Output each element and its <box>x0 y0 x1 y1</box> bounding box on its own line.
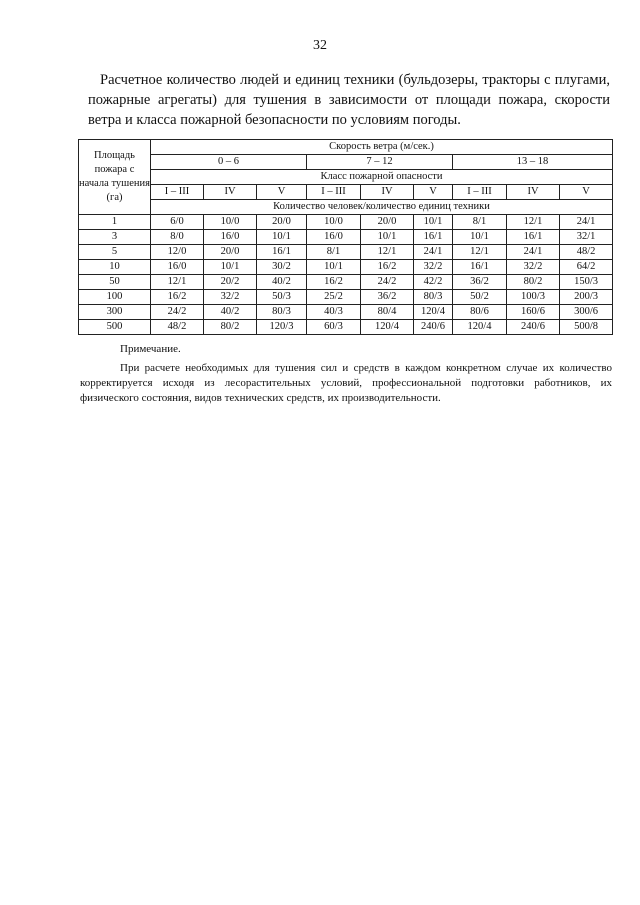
table-row <box>79 230 613 245</box>
value-cell: 300/6 <box>560 305 613 320</box>
value-cell: 150/3 <box>560 275 613 290</box>
wind-header: Скорость ветра (м/сек.) <box>151 140 613 155</box>
value-cell: 12/1 <box>453 245 507 260</box>
value-cell: 20/0 <box>361 215 414 230</box>
value-cell: 40/2 <box>204 305 257 320</box>
class-row <box>79 185 613 200</box>
class-cell: IV <box>361 185 414 200</box>
title-text: Расчетное количество людей и единиц техники (бульдозеры, тракторы с плугами, пожарные агрегаты) для тушения в зависимости от площади пожара, скорости ветра и класса пожарной безопасности по условиям погоды. <box>88 72 610 128</box>
value-cell: 20/0 <box>204 245 257 260</box>
class-cell: I – III <box>307 185 361 200</box>
value-cell: 10/1 <box>361 230 414 245</box>
area-cell: 50 <box>79 275 151 290</box>
class-cell: V <box>414 185 453 200</box>
value-cell: 80/6 <box>453 305 507 320</box>
page-number: 32 <box>313 38 327 53</box>
class-cell: I – III <box>151 185 204 200</box>
value-cell: 12/1 <box>507 215 560 230</box>
value-cell: 32/1 <box>560 230 613 245</box>
table-row <box>79 275 613 290</box>
value-cell: 500/8 <box>560 320 613 335</box>
area-cell: 500 <box>79 320 151 335</box>
value-cell: 24/2 <box>361 275 414 290</box>
value-cell: 32/2 <box>414 260 453 275</box>
value-cell: 64/2 <box>560 260 613 275</box>
wind-group-1: 0 – 6 <box>151 155 307 170</box>
value-cell: 12/0 <box>151 245 204 260</box>
table-row <box>79 320 613 335</box>
area-cell: 10 <box>79 260 151 275</box>
table-body <box>79 215 613 335</box>
value-cell: 80/3 <box>257 305 307 320</box>
value-cell: 50/2 <box>453 290 507 305</box>
table-row <box>79 215 613 230</box>
value-cell: 120/4 <box>361 320 414 335</box>
class-cell: V <box>257 185 307 200</box>
area-header: Площадь пожара с начала тушения (га) <box>79 140 151 215</box>
value-cell: 160/6 <box>507 305 560 320</box>
value-cell: 16/2 <box>151 290 204 305</box>
value-cell: 10/0 <box>204 215 257 230</box>
value-cell: 200/3 <box>560 290 613 305</box>
value-cell: 10/1 <box>453 230 507 245</box>
class-header: Класс пожарной опасности <box>151 170 613 185</box>
value-cell: 80/4 <box>361 305 414 320</box>
value-cell: 8/1 <box>307 245 361 260</box>
wind-group-2: 7 – 12 <box>307 155 453 170</box>
value-cell: 8/0 <box>151 230 204 245</box>
value-cell: 10/1 <box>257 230 307 245</box>
document-title <box>88 70 610 130</box>
class-cell: IV <box>204 185 257 200</box>
value-cell: 16/0 <box>151 260 204 275</box>
table-row <box>79 245 613 260</box>
value-cell: 30/2 <box>257 260 307 275</box>
area-cell: 5 <box>79 245 151 260</box>
value-cell: 25/2 <box>307 290 361 305</box>
value-cell: 60/3 <box>307 320 361 335</box>
fire-resources-table <box>78 139 613 335</box>
class-cell: IV <box>507 185 560 200</box>
value-cell: 120/3 <box>257 320 307 335</box>
value-cell: 12/1 <box>151 275 204 290</box>
area-cell: 1 <box>79 215 151 230</box>
value-cell: 120/4 <box>453 320 507 335</box>
value-cell: 40/3 <box>307 305 361 320</box>
value-cell: 12/1 <box>361 245 414 260</box>
value-cell: 10/0 <box>307 215 361 230</box>
value-cell: 16/1 <box>414 230 453 245</box>
value-cell: 24/1 <box>414 245 453 260</box>
value-cell: 240/6 <box>414 320 453 335</box>
wind-group-3: 13 – 18 <box>453 155 613 170</box>
table-row <box>79 305 613 320</box>
area-cell: 3 <box>79 230 151 245</box>
value-cell: 40/2 <box>257 275 307 290</box>
class-cell: I – III <box>453 185 507 200</box>
value-cell: 48/2 <box>560 245 613 260</box>
count-header: Количество человек/количество единиц техники <box>151 200 613 215</box>
value-cell: 10/1 <box>307 260 361 275</box>
value-cell: 16/2 <box>307 275 361 290</box>
value-cell: 48/2 <box>151 320 204 335</box>
value-cell: 32/2 <box>507 260 560 275</box>
value-cell: 80/2 <box>204 320 257 335</box>
class-cell: V <box>560 185 613 200</box>
value-cell: 16/1 <box>453 260 507 275</box>
value-cell: 240/6 <box>507 320 560 335</box>
value-cell: 16/0 <box>307 230 361 245</box>
value-cell: 24/1 <box>560 215 613 230</box>
value-cell: 8/1 <box>453 215 507 230</box>
table-head <box>79 140 613 215</box>
value-cell: 80/2 <box>507 275 560 290</box>
value-cell: 20/2 <box>204 275 257 290</box>
value-cell: 120/4 <box>414 305 453 320</box>
value-cell: 24/2 <box>151 305 204 320</box>
table-row <box>79 260 613 275</box>
value-cell: 100/3 <box>507 290 560 305</box>
value-cell: 10/1 <box>414 215 453 230</box>
note-section <box>80 342 612 406</box>
value-cell: 16/2 <box>361 260 414 275</box>
value-cell: 36/2 <box>453 275 507 290</box>
area-cell: 300 <box>79 305 151 320</box>
value-cell: 20/0 <box>257 215 307 230</box>
note-text: При расчете необходимых для тушения сил и средств в каждом конкретном случае их количество корректируется исходя из лесорастительных условий, профессиональной подготовки работников, их физического состояния, видов технических средств, их производительности. <box>80 362 612 404</box>
value-cell: 16/1 <box>257 245 307 260</box>
value-cell: 32/2 <box>204 290 257 305</box>
value-cell: 24/1 <box>507 245 560 260</box>
value-cell: 80/3 <box>414 290 453 305</box>
value-cell: 16/1 <box>507 230 560 245</box>
value-cell: 42/2 <box>414 275 453 290</box>
value-cell: 6/0 <box>151 215 204 230</box>
note-label: Примечание. <box>120 343 181 355</box>
value-cell: 16/0 <box>204 230 257 245</box>
value-cell: 50/3 <box>257 290 307 305</box>
value-cell: 36/2 <box>361 290 414 305</box>
table-row <box>79 290 613 305</box>
value-cell: 10/1 <box>204 260 257 275</box>
area-cell: 100 <box>79 290 151 305</box>
